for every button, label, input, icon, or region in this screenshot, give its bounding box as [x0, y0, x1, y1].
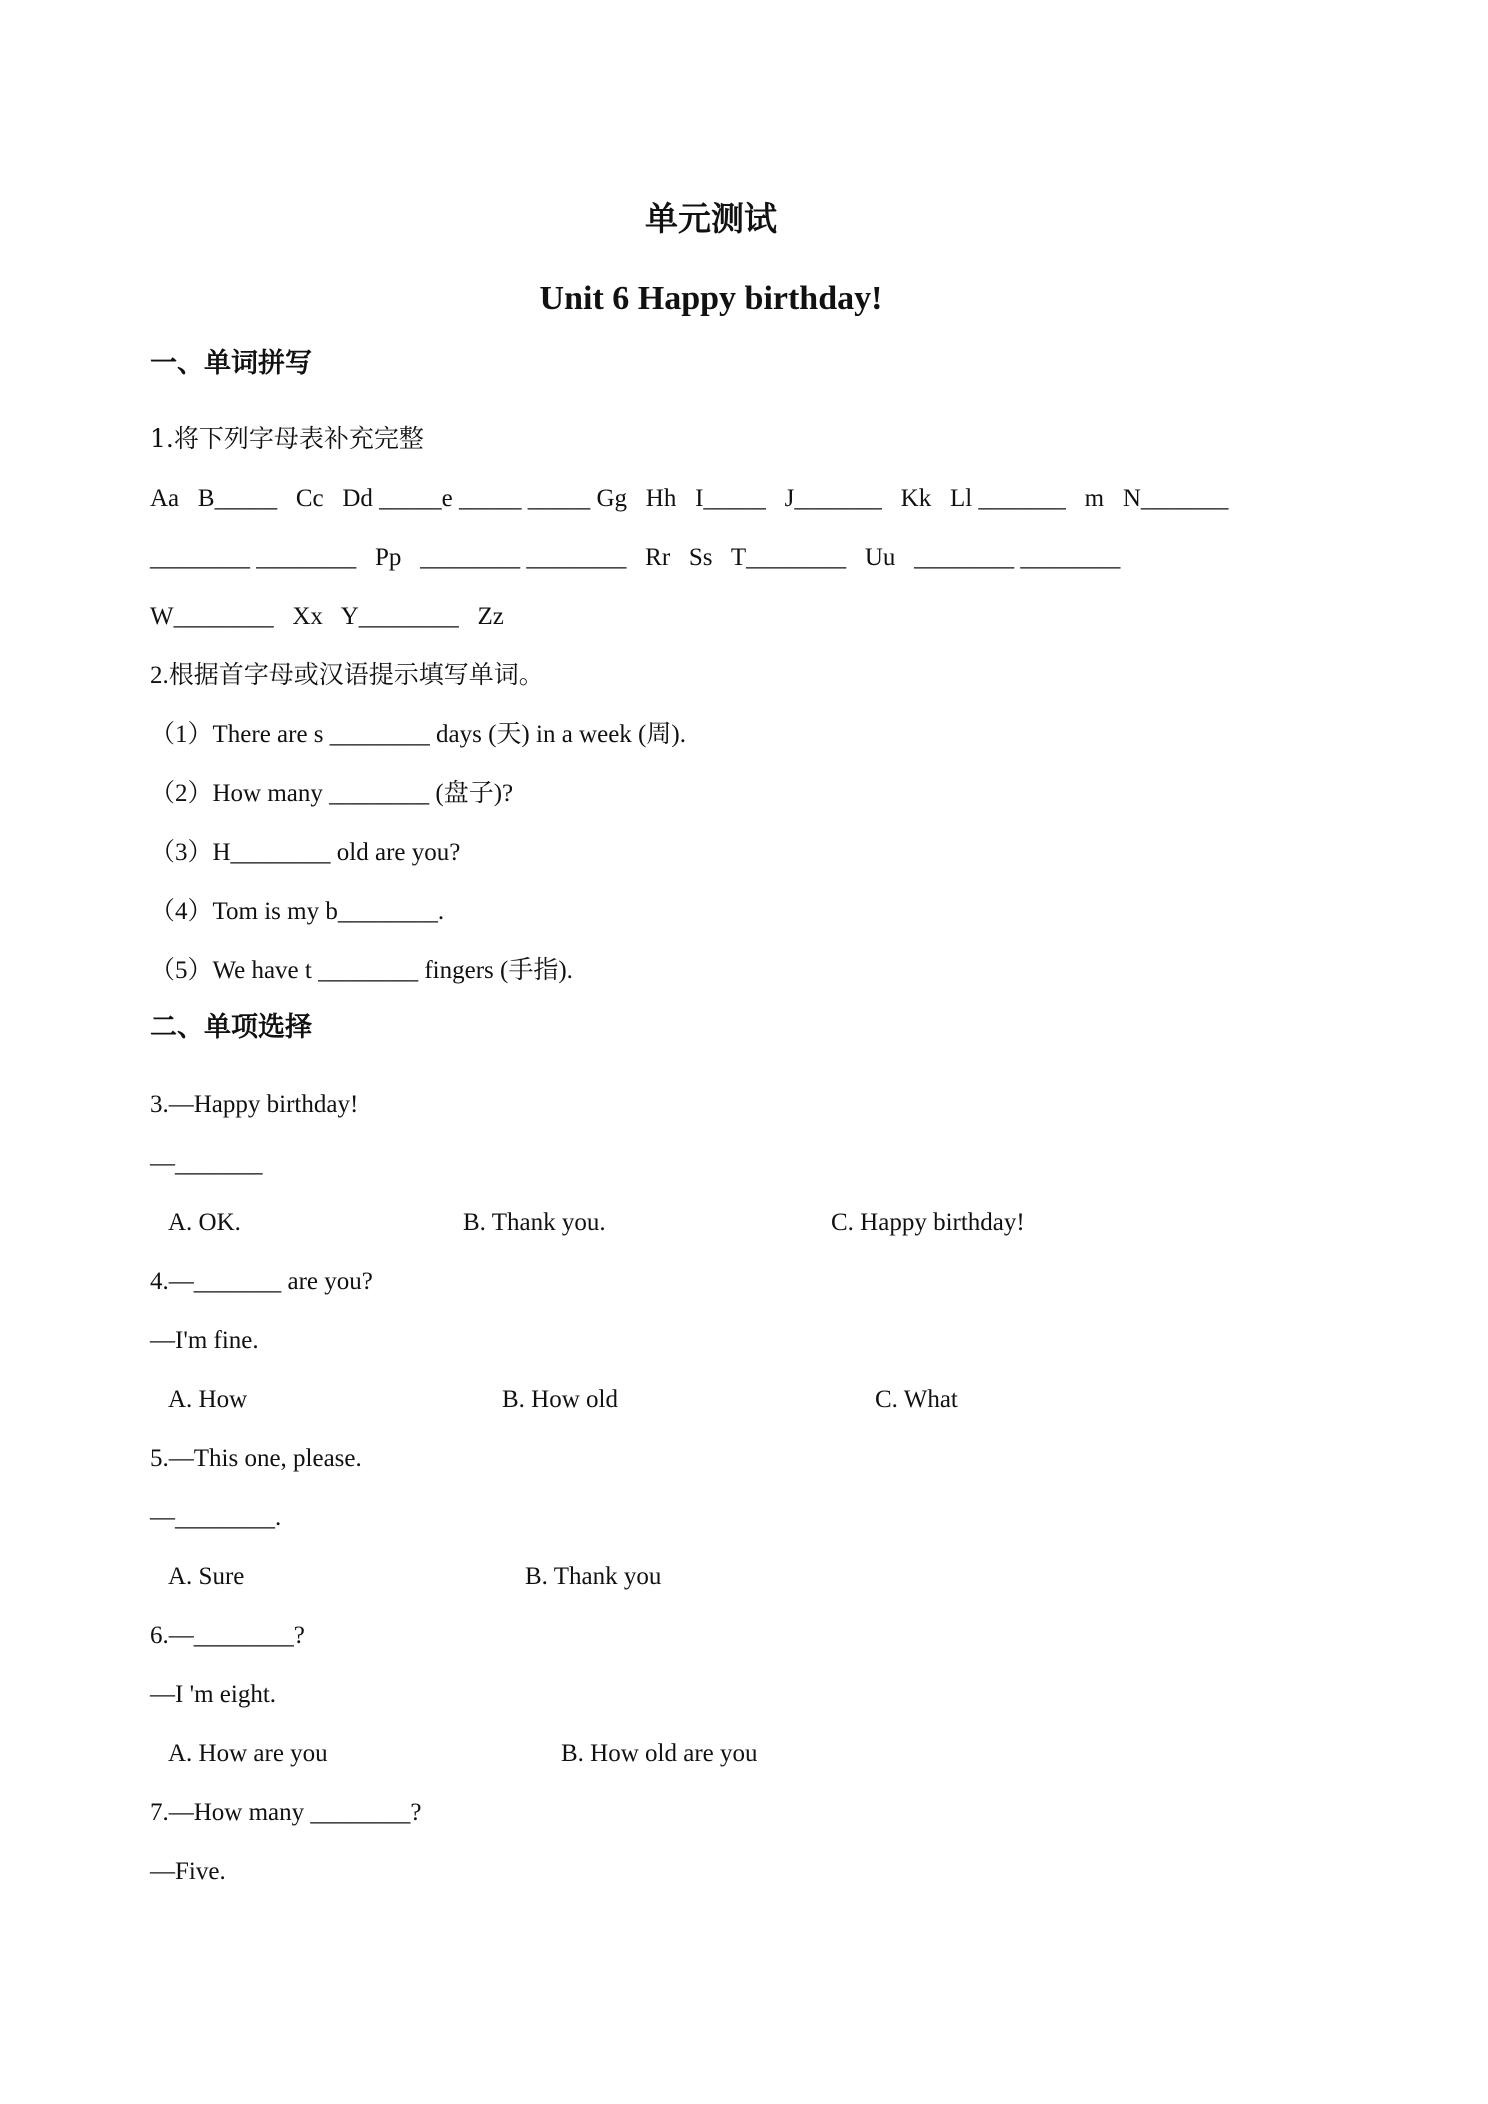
fill-in-item: （2）How many ________ (盘子)? [150, 780, 514, 807]
question-6: 6.—________? [150, 1622, 305, 1649]
question-2-prompt: 2.根据首字母或汉语提示填写单词。 [150, 662, 544, 689]
question-3-option-c: C. Happy birthday! [831, 1209, 1025, 1236]
fill-in-item: （5）We have t ________ fingers (手指). [150, 957, 573, 984]
page-title-chinese: 单元测试 [645, 199, 777, 238]
question-3-option-a: A. OK. [168, 1209, 241, 1236]
question-4-answer-line: —I'm fine. [150, 1327, 259, 1354]
section-heading-spelling: 一、单词拼写 [150, 348, 312, 379]
question-7-answer-line: —Five. [150, 1858, 226, 1885]
question-5-answer-line: —________. [150, 1504, 282, 1531]
question-3-answer-line: —_______ [150, 1150, 263, 1177]
page-title-english: Unit 6 Happy birthday! [539, 280, 883, 317]
fill-in-item: （3）H________ old are you? [150, 839, 461, 866]
section-heading-multiple-choice: 二、单项选择 [150, 1012, 312, 1043]
question-3: 3.—Happy birthday! [150, 1091, 359, 1118]
fill-in-item: （4）Tom is my b________. [150, 898, 445, 925]
alphabet-row: ________ ________ Pp ________ ________ Rr Ss T________ Uu ________ ________ [150, 544, 1121, 571]
question-7: 7.—How many ________? [150, 1799, 422, 1826]
alphabet-row: Aa B_____ Cc Dd _____e _____ _____ Gg Hh I_____ J_______ Kk Ll _______ m N_______ [150, 485, 1229, 512]
question-5-option-b: B. Thank you [525, 1563, 662, 1590]
question-6-answer-line: —I 'm eight. [150, 1681, 277, 1708]
question-3-option-b: B. Thank you. [463, 1209, 606, 1236]
fill-in-item: （1）There are s ________ days (天) in a week (周). [150, 721, 686, 748]
question-6-option-b: B. How old are you [561, 1740, 758, 1767]
question-5: 5.—This one, please. [150, 1445, 362, 1472]
question-6-option-a: A. How are you [168, 1740, 328, 1767]
question-1-prompt: 1.将下列字母表补充完整 [150, 424, 424, 453]
question-4-option-a: A. How [168, 1386, 248, 1413]
question-4-option-c: C. What [875, 1386, 958, 1413]
question-4-option-b: B. How old [502, 1386, 618, 1413]
question-5-option-a: A. Sure [168, 1563, 245, 1590]
question-4: 4.—_______ are you? [150, 1268, 373, 1295]
alphabet-row: W________ Xx Y________ Zz [150, 603, 504, 630]
